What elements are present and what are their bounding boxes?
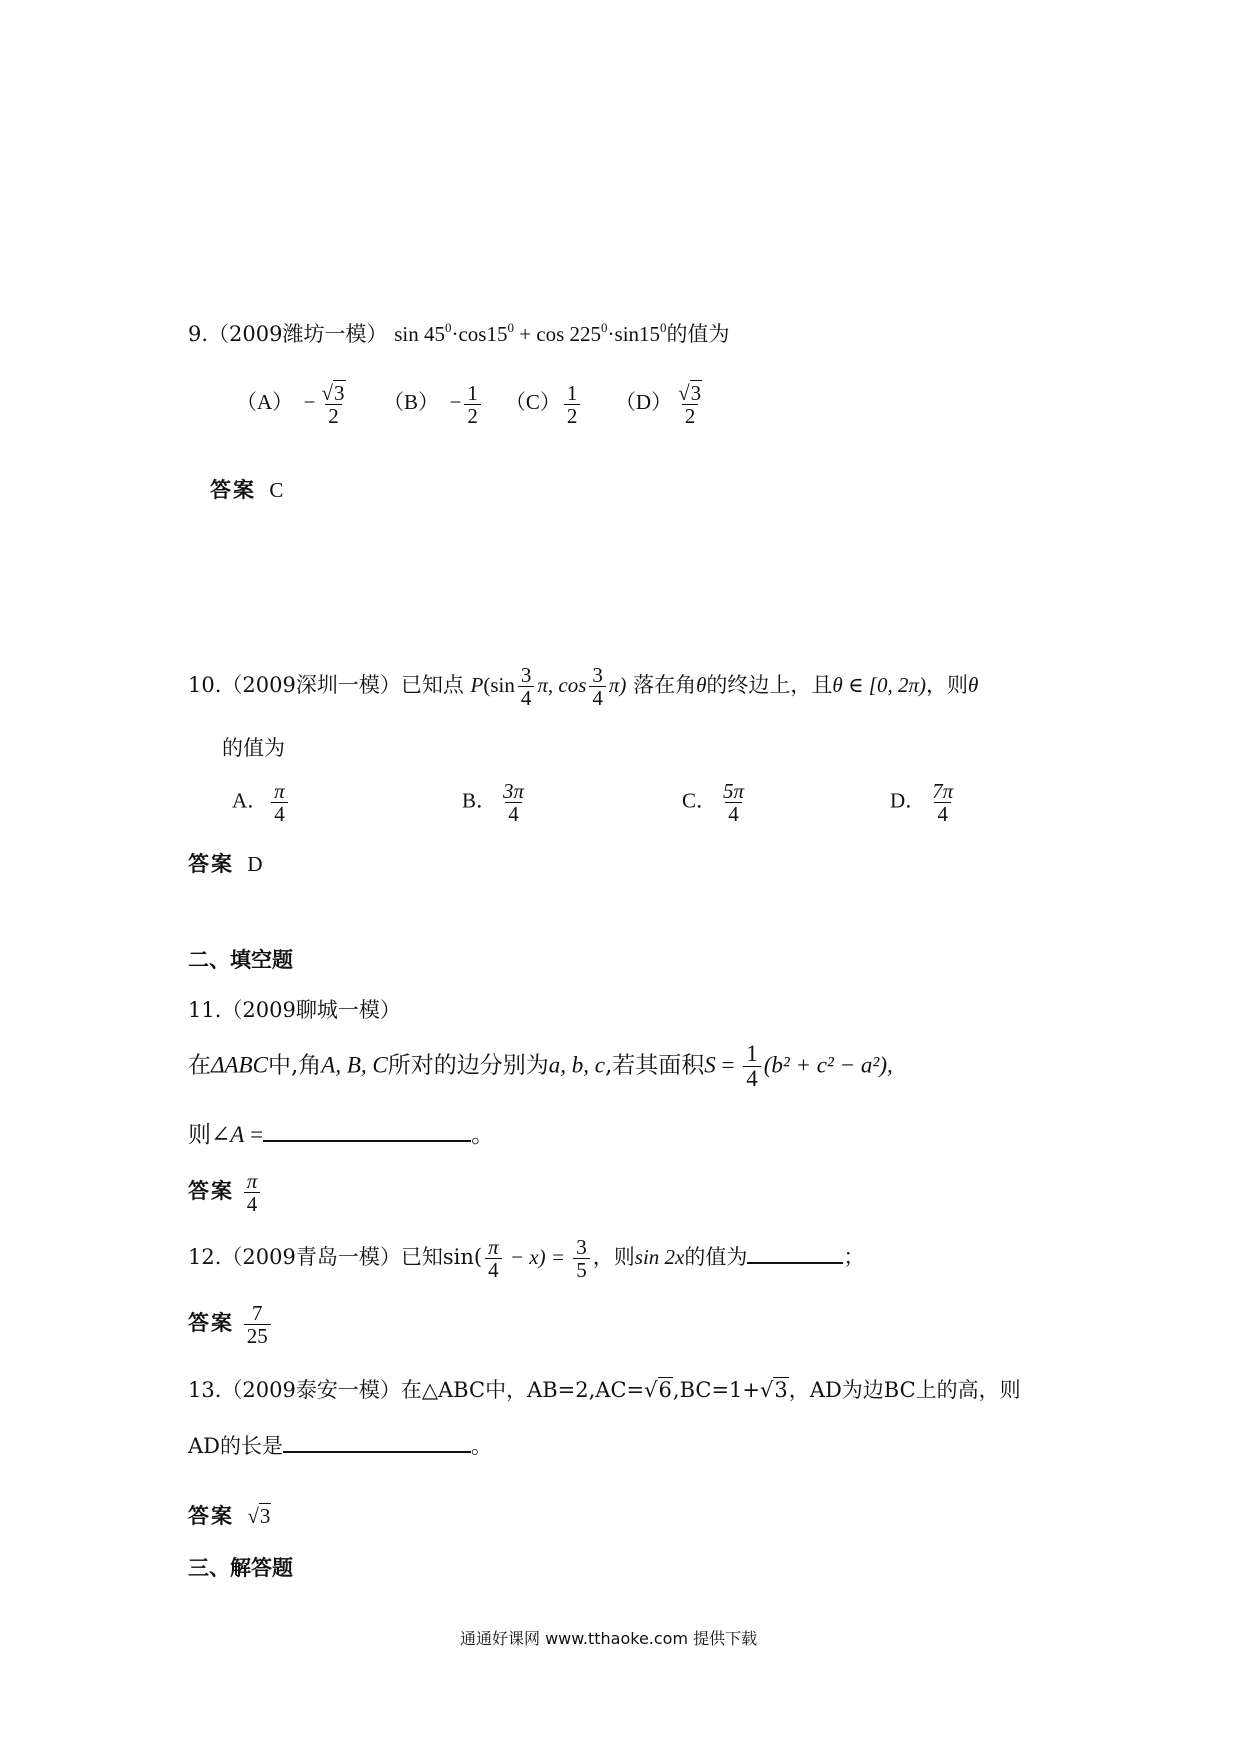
q9-option-c: （C） $\frac{1}{2}$ bbox=[505, 390, 584, 414]
q11-answer-blank bbox=[263, 1120, 471, 1142]
q9-options bbox=[236, 382, 708, 427]
page-footer: 通通好课网 www.tthaoke.com 提供下载 bbox=[460, 1629, 758, 1648]
q9-option-b: （B） − $\frac{1}{2}$ bbox=[383, 390, 484, 414]
question-12-line: 12.（2009青岛一模）已知sin( $\frac{\pi}{4}$ − x) = $\frac{3}{5}$ ，则sin 2x的值为 ； bbox=[188, 1235, 865, 1283]
q9-expression: $\sin 45^0\cdot\cos 15^0 + \cos 225^0\cdot\sin 15^0$ bbox=[394, 320, 667, 346]
section-heading-solve: 三、解答题 bbox=[188, 1556, 293, 1580]
q13-answer-blank bbox=[283, 1431, 471, 1453]
q9-source: （2009潍坊一模） bbox=[208, 322, 388, 346]
q13-line2: AD的长是 。 bbox=[188, 1430, 492, 1460]
q9-tail: 的值为 bbox=[666, 322, 730, 346]
q10-option-a: A． $\frac{\pi}{4}$ bbox=[232, 780, 291, 825]
q9-option-a: （A） − $\frac{√3}{2}$ bbox=[236, 381, 345, 429]
q10-answer bbox=[188, 848, 263, 878]
q12-answer: 答案 $\frac{7}{25}$ bbox=[188, 1302, 274, 1347]
q9-answer bbox=[210, 474, 283, 504]
question-11-header: 11.（2009聊城一模） bbox=[188, 998, 401, 1022]
q9-option-d: （D） $\frac{√3}{2}$ bbox=[614, 381, 702, 429]
q10-option-d: D． $\frac{7\pi}{4}$ bbox=[890, 779, 954, 827]
answer-label: 答案 bbox=[210, 478, 256, 502]
q11-blank-line: 则∠A = 。 bbox=[188, 1122, 495, 1148]
answer-value: C bbox=[269, 478, 284, 502]
q11-answer: 答案 $\frac{\pi}{4}$ bbox=[188, 1170, 263, 1215]
question-13-line: 13.（2009泰安一模）在△ABC中，AB=2,AC=√6,BC=1+√3，AD为边BC上的高，则 bbox=[188, 1378, 1021, 1402]
q10-option-b: B． $\frac{3\pi}{4}$ bbox=[462, 779, 525, 827]
question-10-line: 10.（2009深圳一模）已知点 P(sin $\frac{3}{4}$ π, cos $\frac{3}{4}$ π) 落在角θ的终边上，且θ ∈ [0, 2π)，则θ bbox=[188, 663, 979, 711]
question-9-line bbox=[188, 318, 730, 348]
q13-answer: 答案 √3 bbox=[188, 1504, 271, 1528]
section-heading-fill-in: 二、填空题 bbox=[188, 948, 293, 972]
q9-number: 9. bbox=[188, 322, 209, 346]
q10-option-c: C． $\frac{5\pi}{4}$ bbox=[682, 779, 745, 827]
answer-label: 答案 bbox=[188, 852, 234, 876]
q10-line2: 的值为 bbox=[222, 736, 285, 760]
answer-value: D bbox=[247, 852, 263, 876]
question-11-line: 在ΔABC中,角A, B, C所对的边分别为a, b, c,若其面积S = $\frac{1}{4}$ (b² + c² − a²), bbox=[188, 1041, 893, 1092]
q12-answer-blank bbox=[747, 1242, 843, 1264]
